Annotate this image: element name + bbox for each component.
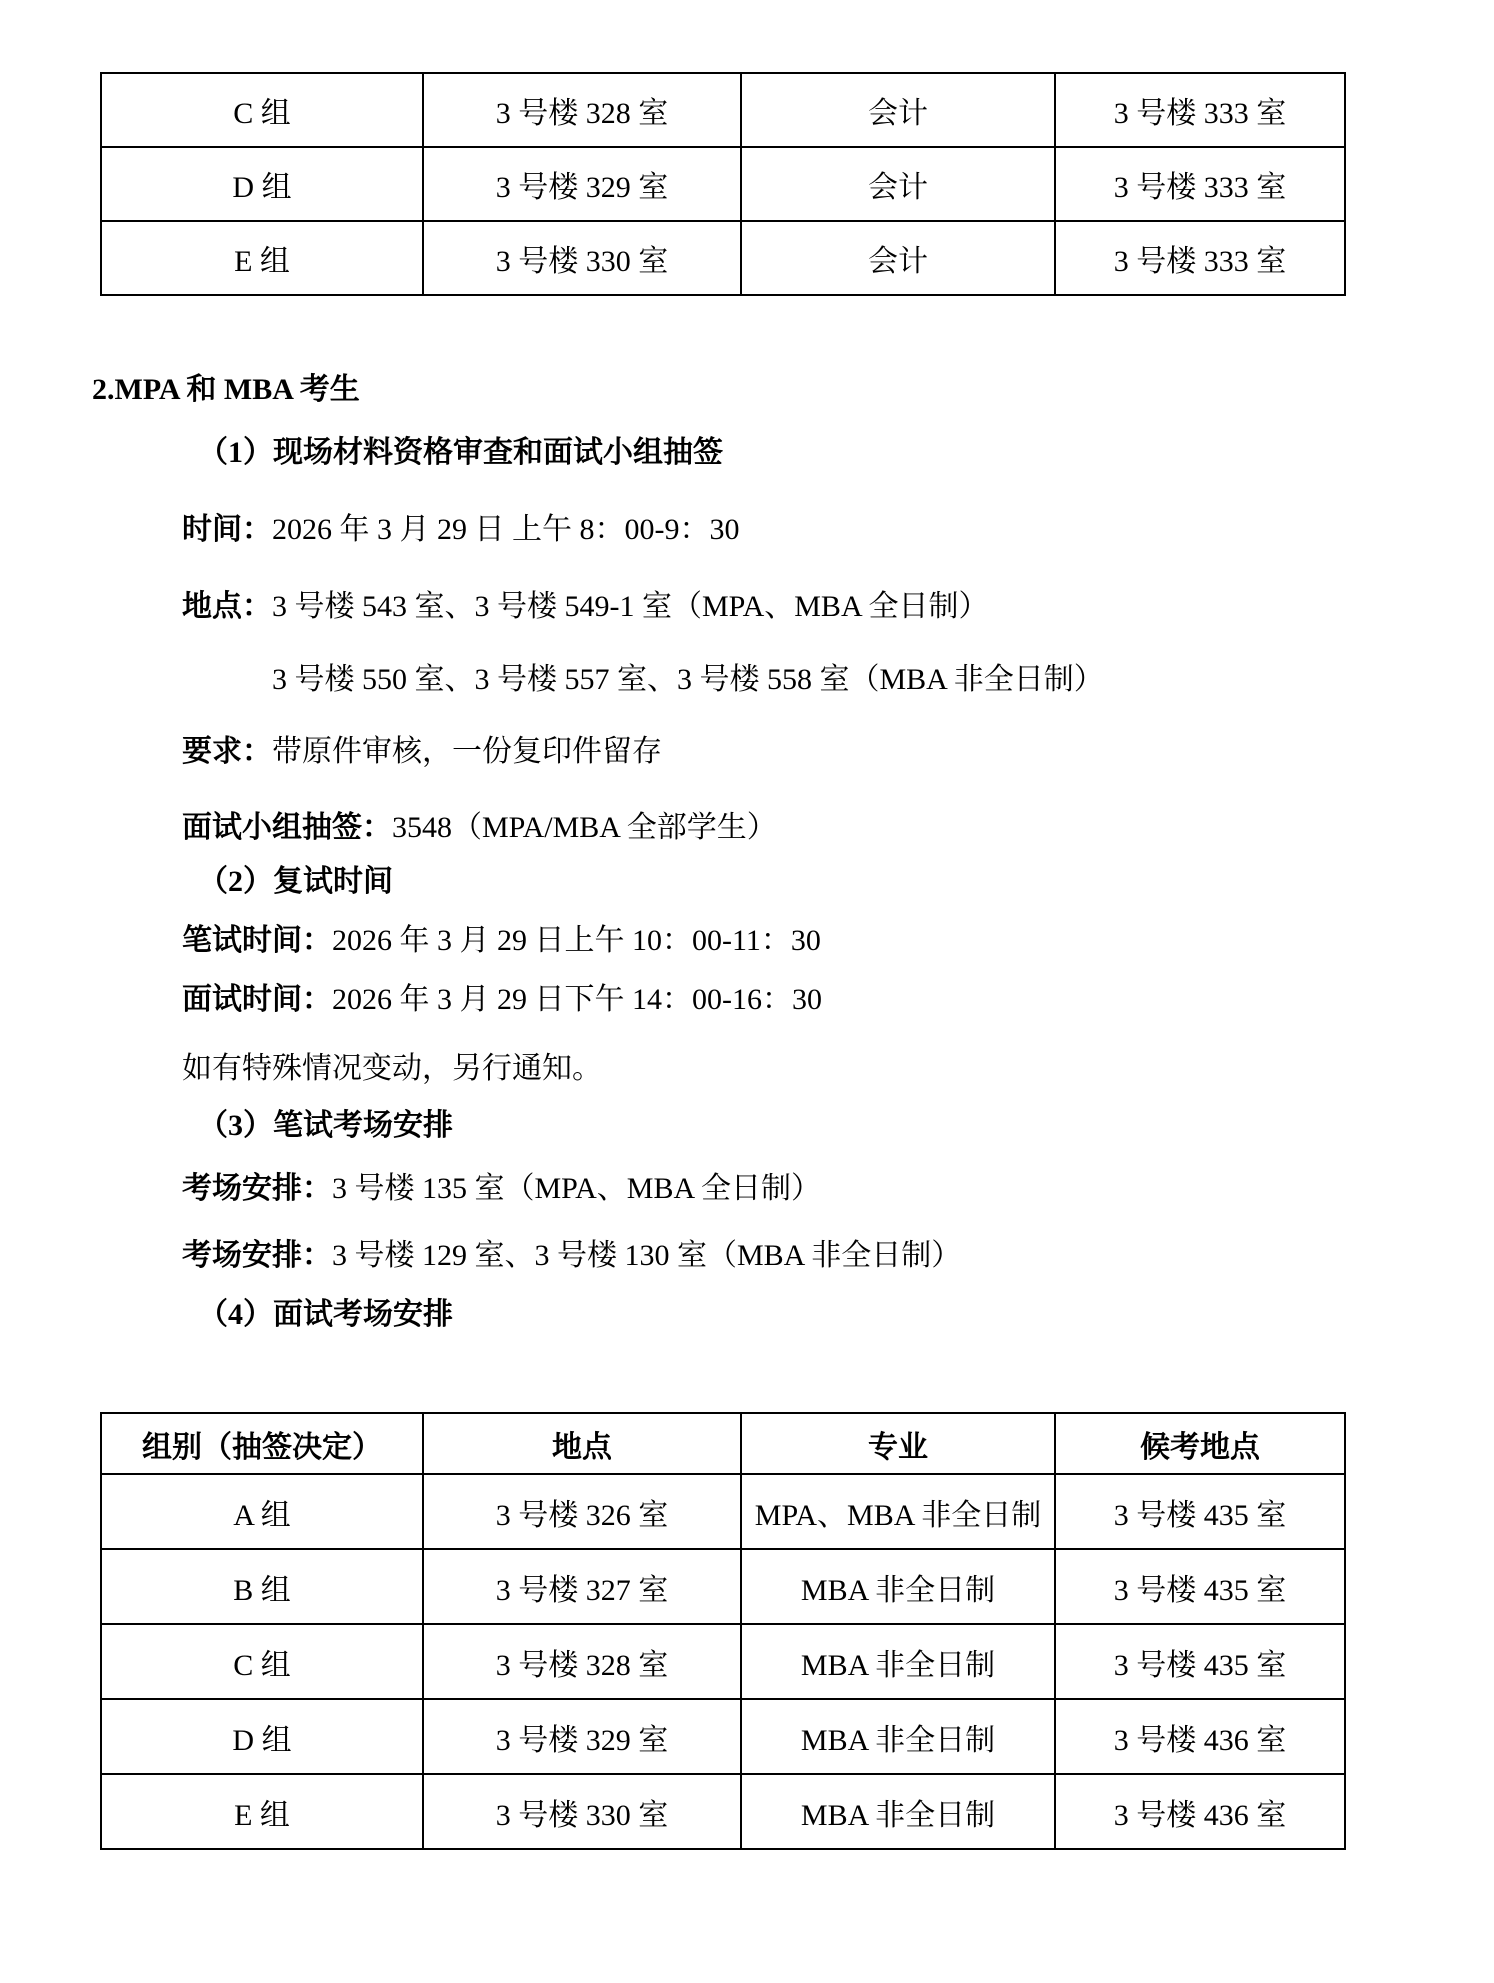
waiting-location-cell: 3 号楼 436 室: [1055, 1774, 1345, 1849]
location-value-2: 3 号楼 550 室、3 号楼 557 室、3 号楼 558 室（MBA 非全日制）: [272, 663, 1104, 696]
group-cell: E 组: [101, 221, 423, 295]
lottery-line: [182, 808, 777, 848]
group-cell: B 组: [101, 1549, 423, 1624]
location-value: 3 号楼 543 室、3 号楼 549-1 室（MPA、MBA 全日制）: [272, 590, 989, 623]
note-text: 如有特殊情况变动，另行通知。: [182, 1052, 602, 1085]
interview-time-value: 2026 年 3 月 29 日下午 14：00-16：30: [332, 983, 822, 1016]
table-row: [101, 1474, 1345, 1549]
subsection-4-heading: （4）面试考场安排: [198, 1298, 453, 1331]
requirement-line: [182, 732, 662, 772]
time-label: 时间：: [182, 513, 272, 546]
major-cell: MPA、MBA 非全日制: [741, 1474, 1055, 1549]
group-cell: D 组: [101, 1699, 423, 1774]
note-line: [182, 1049, 602, 1089]
time-line: [182, 510, 740, 550]
section-2-heading: 2.MPA 和 MBA 考生: [92, 373, 360, 406]
location-line-2: [272, 660, 1104, 700]
mpa-mba-interview-table: [100, 1412, 1346, 1850]
written-time-value: 2026 年 3 月 29 日上午 10：00-11：30: [332, 924, 821, 957]
written-room-2-label: 考场安排：: [182, 1239, 332, 1272]
location-cell: 3 号楼 328 室: [423, 1624, 741, 1699]
accounting-interview-table: [100, 72, 1346, 296]
table-row: [101, 1624, 1345, 1699]
group-cell: D 组: [101, 147, 423, 221]
location-cell: 3 号楼 326 室: [423, 1474, 741, 1549]
table-header-row: [101, 1413, 1345, 1474]
group-cell: C 组: [101, 73, 423, 147]
waiting-location-cell: 3 号楼 333 室: [1055, 73, 1345, 147]
written-room-label: 考场安排：: [182, 1172, 332, 1205]
table-row: [101, 1774, 1345, 1849]
interview-time-label: 面试时间：: [182, 983, 332, 1016]
group-header: 组别（抽签决定）: [101, 1413, 423, 1474]
major-cell: 会计: [741, 221, 1055, 295]
major-cell: MBA 非全日制: [741, 1699, 1055, 1774]
subsection-3-heading: （3）笔试考场安排: [198, 1109, 453, 1142]
location-cell: 3 号楼 330 室: [423, 221, 741, 295]
table-row: [101, 73, 1345, 147]
subsection-1-heading: （1）现场材料资格审查和面试小组抽签: [198, 436, 723, 469]
table-row: [101, 1699, 1345, 1774]
requirement-label: 要求：: [182, 735, 272, 768]
written-room-2-value: 3 号楼 129 室、3 号楼 130 室（MBA 非全日制）: [332, 1239, 962, 1272]
major-cell: MBA 非全日制: [741, 1774, 1055, 1849]
location-header: 地点: [423, 1413, 741, 1474]
major-cell: 会计: [741, 147, 1055, 221]
written-room-line-2: [182, 1236, 961, 1276]
location-cell: 3 号楼 328 室: [423, 73, 741, 147]
location-cell: 3 号楼 329 室: [423, 147, 741, 221]
major-header: 专业: [741, 1413, 1055, 1474]
group-cell: E 组: [101, 1774, 423, 1849]
waiting-location-header: 候考地点: [1055, 1413, 1345, 1474]
interview-time-line: [182, 980, 822, 1020]
written-room-line: [182, 1169, 821, 1209]
time-value: 2026 年 3 月 29 日 上午 8：00-9：30: [272, 513, 740, 546]
waiting-location-cell: 3 号楼 435 室: [1055, 1624, 1345, 1699]
group-cell: C 组: [101, 1624, 423, 1699]
waiting-location-cell: 3 号楼 333 室: [1055, 147, 1345, 221]
major-cell: MBA 非全日制: [741, 1624, 1055, 1699]
location-cell: 3 号楼 327 室: [423, 1549, 741, 1624]
lottery-label: 面试小组抽签：: [182, 811, 392, 844]
table-row: [101, 1549, 1345, 1624]
table-row: [101, 147, 1345, 221]
major-cell: 会计: [741, 73, 1055, 147]
waiting-location-cell: 3 号楼 435 室: [1055, 1549, 1345, 1624]
written-room-value: 3 号楼 135 室（MPA、MBA 全日制）: [332, 1172, 821, 1205]
subsection-2-heading: （2）复试时间: [198, 865, 393, 898]
requirement-value: 带原件审核，一份复印件留存: [272, 735, 662, 768]
location-label: 地点：: [182, 590, 272, 623]
written-time-label: 笔试时间：: [182, 924, 332, 957]
waiting-location-cell: 3 号楼 436 室: [1055, 1699, 1345, 1774]
waiting-location-cell: 3 号楼 435 室: [1055, 1474, 1345, 1549]
major-cell: MBA 非全日制: [741, 1549, 1055, 1624]
location-line: [182, 587, 988, 627]
location-cell: 3 号楼 330 室: [423, 1774, 741, 1849]
group-cell: A 组: [101, 1474, 423, 1549]
table-row: [101, 221, 1345, 295]
written-time-line: [182, 921, 821, 961]
waiting-location-cell: 3 号楼 333 室: [1055, 221, 1345, 295]
lottery-value: 3548（MPA/MBA 全部学生）: [392, 811, 777, 844]
location-cell: 3 号楼 329 室: [423, 1699, 741, 1774]
